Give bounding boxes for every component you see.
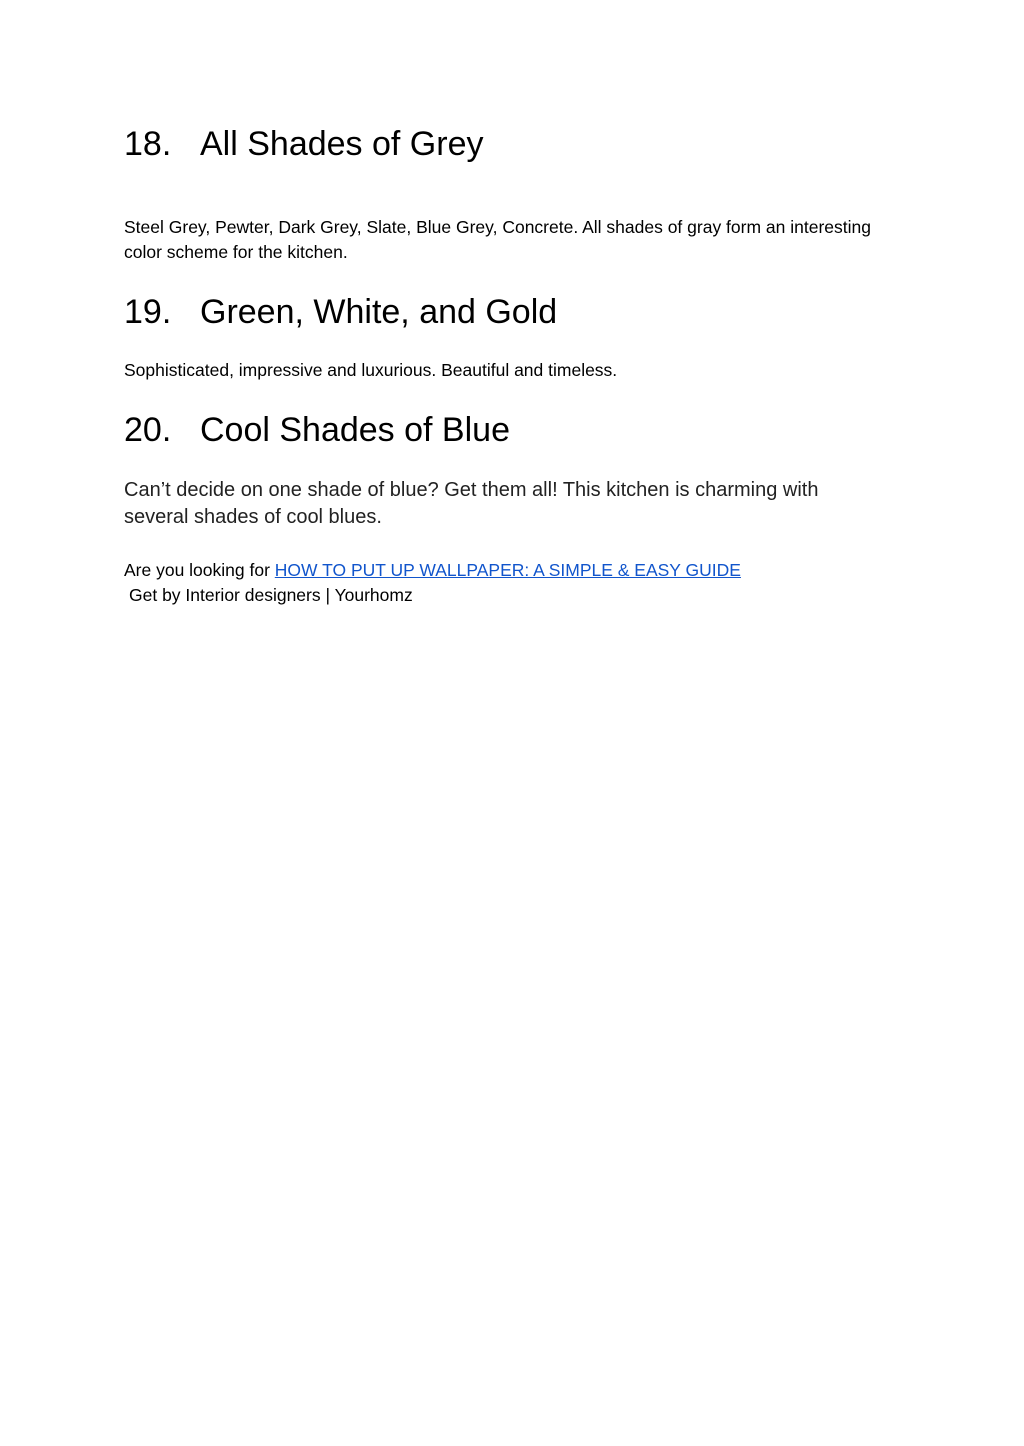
- section-title: All Shades of Grey: [200, 125, 484, 163]
- section-heading-18: [124, 124, 884, 164]
- section-text-20: Can’t decide on one shade of blue? Get them all! This kitchen is charming with several shades of cool blues.: [124, 479, 819, 528]
- footer-paragraph: [124, 558, 884, 608]
- section-number: 20.: [124, 411, 172, 449]
- section-title: Green, White, and Gold: [200, 293, 558, 331]
- footer-prefix: Are you looking for: [124, 560, 275, 580]
- section-number: 18.: [124, 125, 172, 163]
- section-text-18: Steel Grey, Pewter, Dark Grey, Slate, Blue Grey, Concrete. All shades of gray form an interesting color scheme for the kitchen.: [124, 217, 871, 262]
- section-heading-20: [124, 410, 884, 450]
- wallpaper-guide-link[interactable]: HOW TO PUT UP WALLPAPER: A SIMPLE & EASY GUIDE: [274, 560, 741, 580]
- section-heading-19: [124, 292, 884, 332]
- section-title: Cool Shades of Blue: [200, 411, 510, 449]
- footer-suffix: Get by Interior designers | Yourhomz: [129, 585, 413, 605]
- section-number: 19.: [124, 293, 172, 331]
- section-text-19: Sophisticated, impressive and luxurious. Beautiful and timeless.: [124, 360, 618, 380]
